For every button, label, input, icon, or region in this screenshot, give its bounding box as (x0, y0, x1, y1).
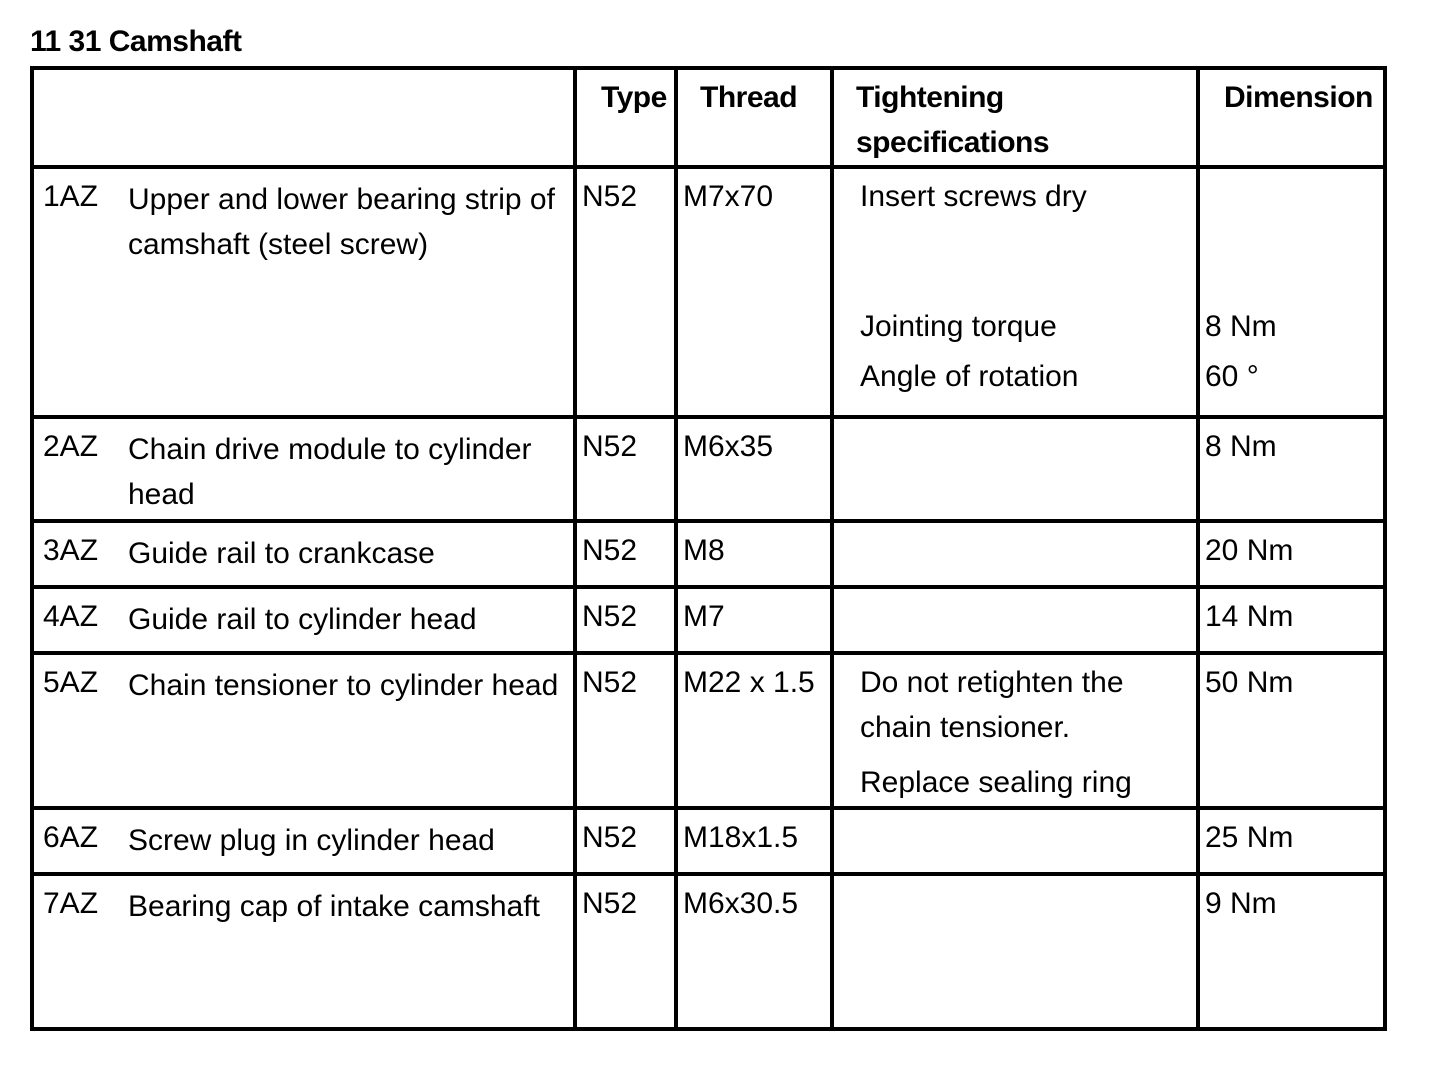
row-description-cell (32, 808, 575, 874)
header-dimension (1198, 68, 1385, 167)
table-row (32, 808, 1385, 874)
spacer (1200, 169, 1383, 219)
row-dimension-value: 20 Nm (1205, 534, 1294, 567)
row-thread: M6x30.5 (683, 887, 799, 920)
row-description-cell (32, 653, 575, 808)
row-description-cell (32, 874, 575, 1029)
row-thread-cell (676, 653, 832, 808)
row-tightening-note: Do not retighten the chain tensioner. (860, 666, 1124, 744)
row-description: Guide rail to cylinder head (128, 603, 477, 636)
row-code: 3AZ (43, 534, 99, 567)
header-tightening-label: Tightening specifications (856, 81, 1050, 159)
row-tightening-note: Insert screws dry (860, 180, 1087, 213)
row-tightening-cell (832, 874, 1198, 1029)
row-thread-cell (676, 167, 832, 417)
row-thread: M18x1.5 (683, 821, 799, 854)
row-code: 6AZ (43, 821, 99, 854)
row-thread-cell (676, 808, 832, 874)
row-thread: M8 (683, 534, 725, 567)
row-description: Chain tensioner to cylinder head (128, 669, 559, 702)
row-code: 4AZ (43, 600, 99, 633)
row-thread: M22 x 1.5 (683, 666, 815, 699)
row-dimension-value: 8 Nm (1205, 430, 1277, 463)
torque-spec-table (30, 66, 1387, 1031)
row-thread-cell (676, 521, 832, 587)
row-tightening-note-2: Jointing torque (860, 310, 1057, 343)
page-title: 11 31 Camshaft (30, 25, 242, 58)
row-dimension-cell (1198, 521, 1385, 587)
row-thread: M6x35 (683, 430, 774, 463)
row-thread-cell (676, 874, 832, 1029)
row-dimension-value: 9 Nm (1205, 887, 1277, 920)
table-row (32, 417, 1385, 521)
row-code: 2AZ (43, 430, 99, 463)
row-type: N52 (582, 534, 638, 567)
row-type-cell (575, 653, 676, 808)
row-type: N52 (582, 887, 638, 920)
spacer (834, 750, 1196, 760)
row-thread-cell (676, 417, 832, 521)
row-tightening-note-3: Angle of rotation (860, 360, 1079, 393)
row-dimension-value-3: 60 ° (1205, 360, 1259, 393)
row-dimension-value: 14 Nm (1205, 600, 1294, 633)
row-code: 5AZ (43, 666, 99, 699)
row-code: 1AZ (43, 180, 99, 213)
row-dimension-value-2: 8 Nm (1205, 310, 1277, 343)
row-description-cell (32, 417, 575, 521)
row-type-cell (575, 587, 676, 653)
row-tightening-cell (832, 417, 1198, 521)
row-tightening-cell (832, 653, 1198, 808)
header-type (575, 68, 676, 167)
header-thread (676, 68, 832, 167)
row-description: Guide rail to crankcase (128, 537, 435, 570)
row-description-cell (32, 587, 575, 653)
row-tightening-cell (832, 521, 1198, 587)
table-row (32, 587, 1385, 653)
table-header-row (32, 68, 1385, 167)
row-type: N52 (582, 600, 638, 633)
row-dimension-cell (1198, 417, 1385, 521)
row-type: N52 (582, 430, 638, 463)
row-type-cell (575, 808, 676, 874)
spacer (1200, 219, 1383, 304)
row-dimension-cell (1198, 167, 1385, 417)
row-type: N52 (582, 666, 638, 699)
spacer (834, 219, 1196, 304)
header-type-label: Type (601, 81, 667, 114)
table-row (32, 653, 1385, 808)
table-row (32, 874, 1385, 1029)
row-description-cell (32, 167, 575, 417)
row-thread-cell (676, 587, 832, 653)
row-description: Upper and lower bearing strip of camshaft (steel screw) (128, 183, 555, 261)
header-thread-label: Thread (700, 81, 798, 114)
row-type-cell (575, 874, 676, 1029)
row-dimension-value: 50 Nm (1205, 666, 1294, 699)
row-tightening-note-2: Replace sealing ring (860, 766, 1132, 799)
header-tightening (832, 68, 1198, 167)
row-tightening-cell (832, 167, 1198, 417)
row-tightening-cell (832, 808, 1198, 874)
header-dimension-label: Dimension (1224, 81, 1373, 114)
row-description-cell (32, 521, 575, 587)
table-row (32, 521, 1385, 587)
row-dimension-cell (1198, 808, 1385, 874)
row-dimension-cell (1198, 653, 1385, 808)
row-type-cell (575, 521, 676, 587)
row-type: N52 (582, 180, 638, 213)
row-dimension-cell (1198, 587, 1385, 653)
row-dimension-cell (1198, 874, 1385, 1029)
table-row (32, 167, 1385, 417)
row-tightening-cell (832, 587, 1198, 653)
row-type-cell (575, 167, 676, 417)
row-thread: M7 (683, 600, 725, 633)
row-type: N52 (582, 821, 638, 854)
header-blank (32, 68, 575, 167)
row-description: Screw plug in cylinder head (128, 824, 495, 857)
row-description: Bearing cap of intake camshaft (128, 890, 540, 923)
row-code: 7AZ (43, 887, 99, 920)
row-type-cell (575, 417, 676, 521)
row-description: Chain drive module to cylinder head (128, 433, 532, 511)
row-thread: M7x70 (683, 180, 774, 213)
row-dimension-value: 25 Nm (1205, 821, 1294, 854)
